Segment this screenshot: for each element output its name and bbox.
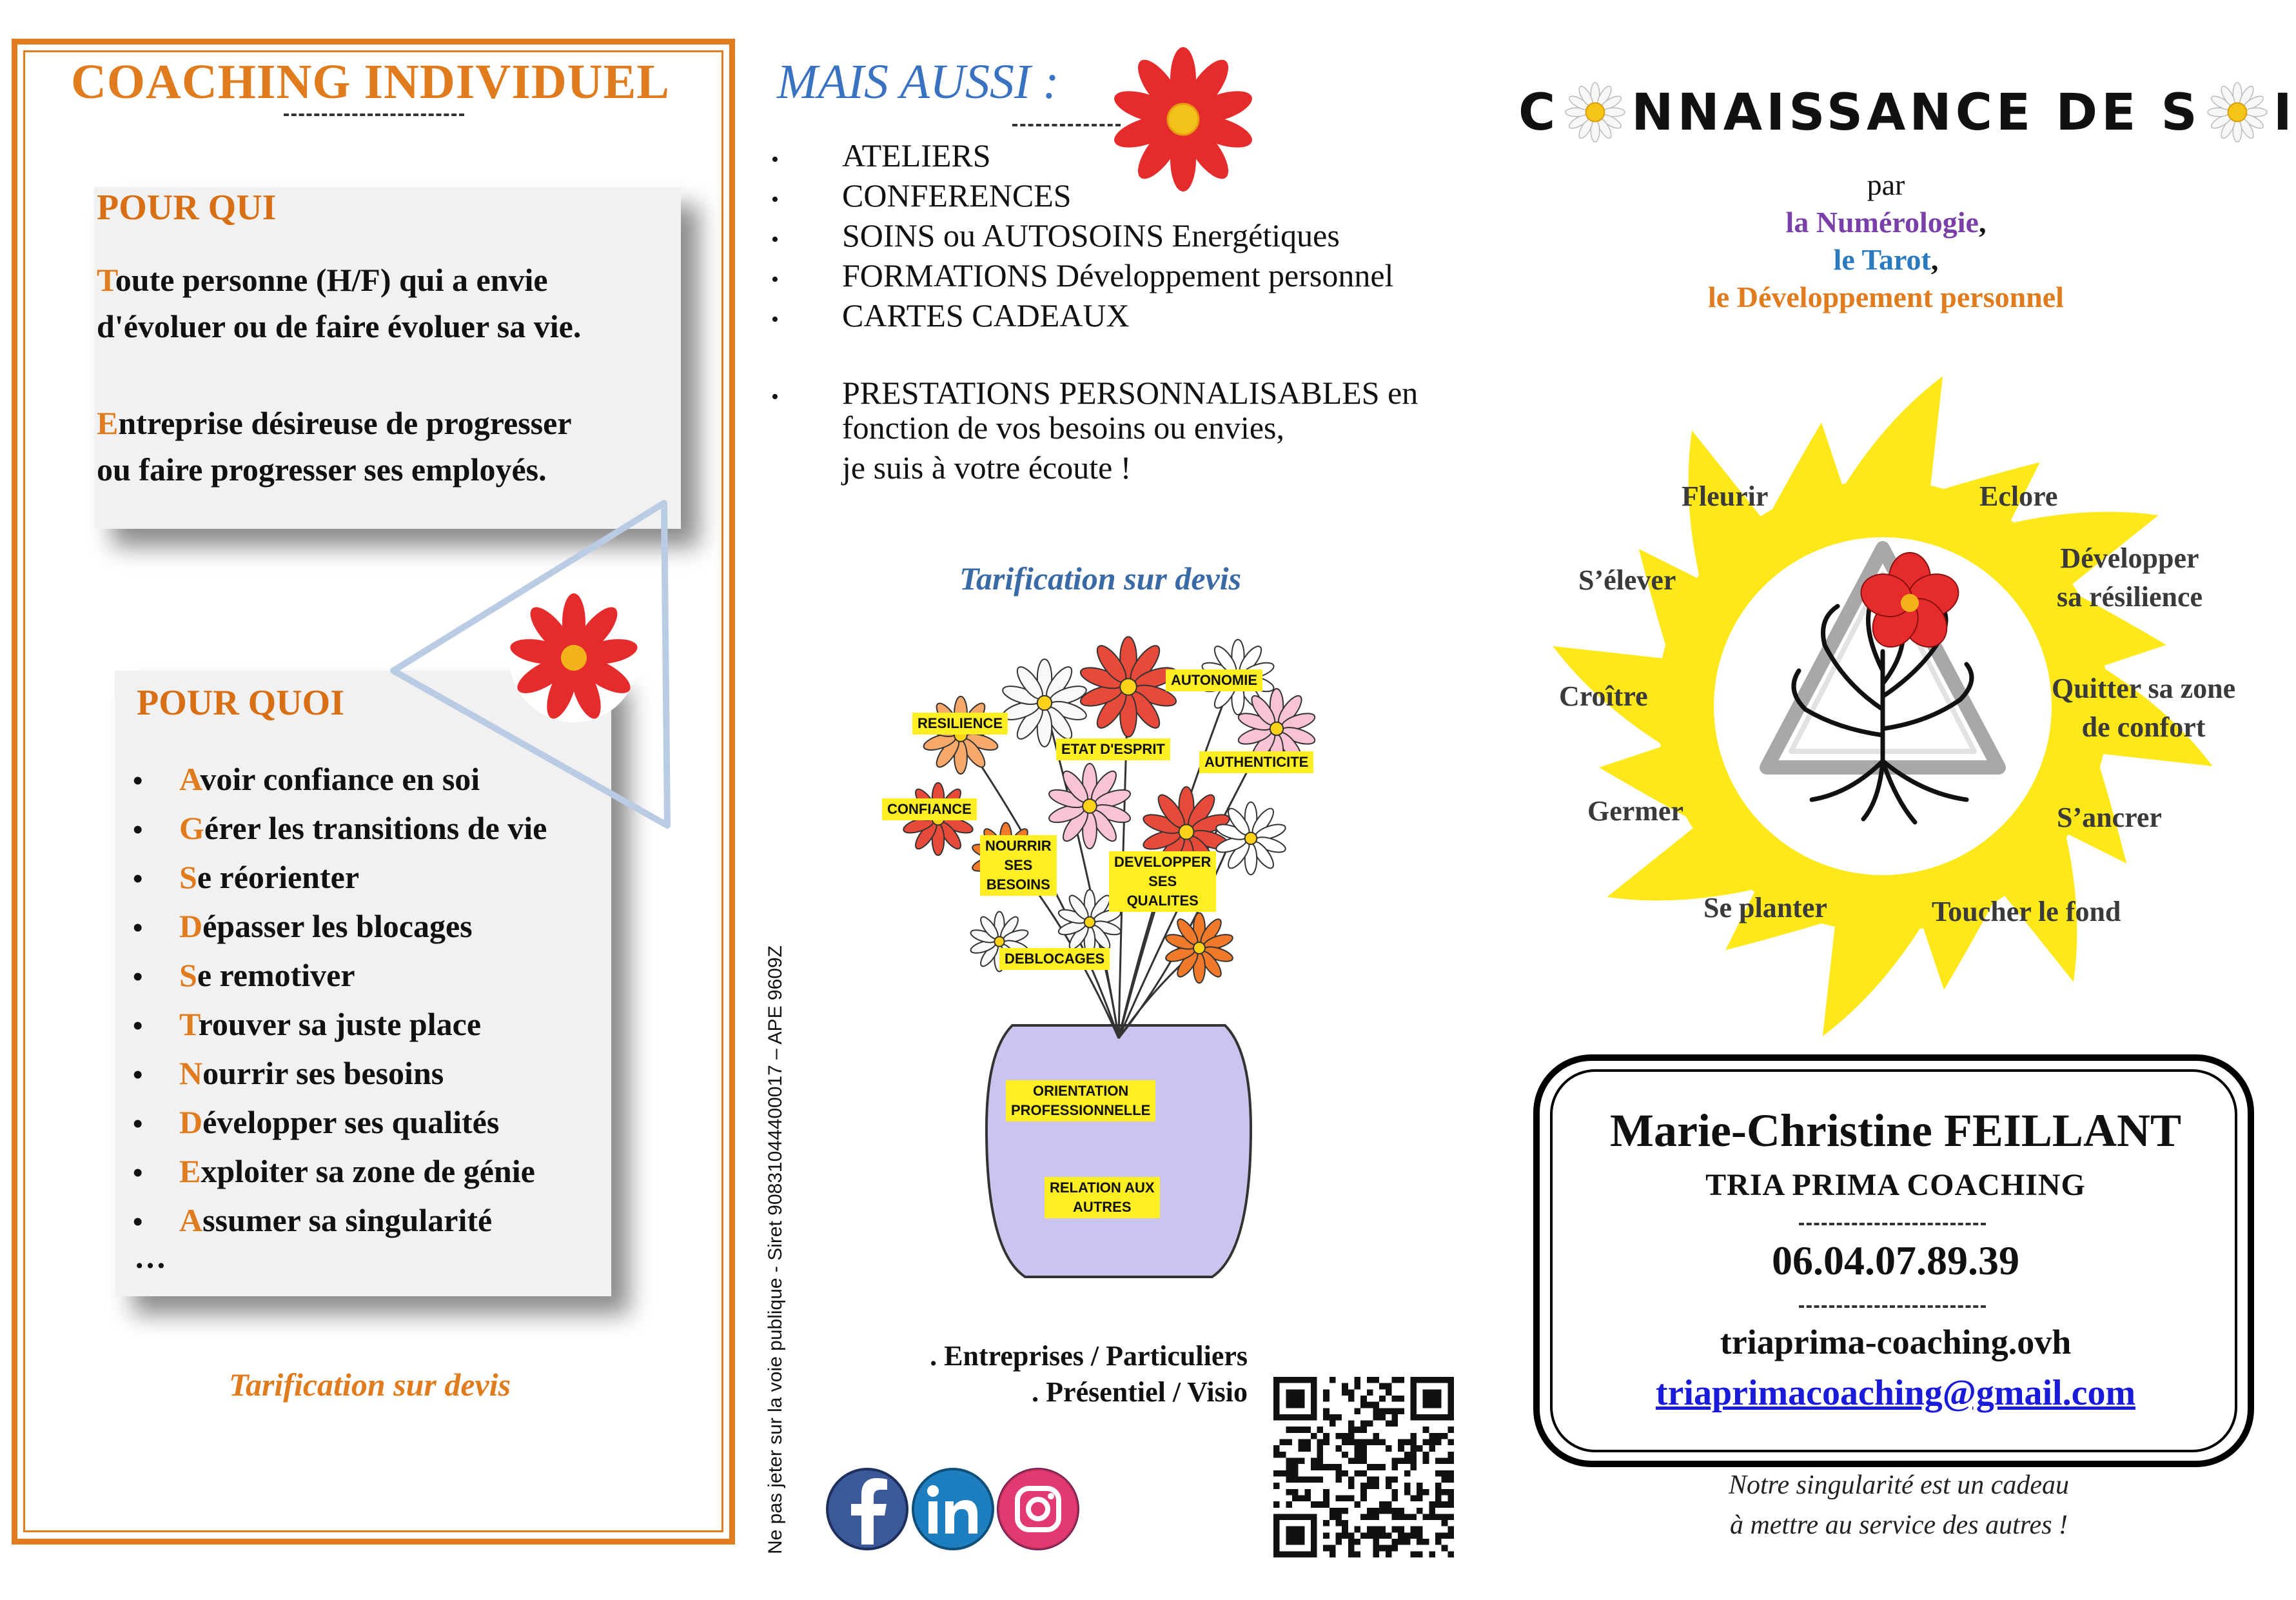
pour-quoi-item xyxy=(133,1049,547,1098)
item-text: ssumer sa singularité xyxy=(202,1202,493,1238)
tag-deblocages: DEBLOCAGES xyxy=(999,948,1110,970)
item-text: voir confiance en soi xyxy=(200,761,480,797)
bullet-point: • xyxy=(771,188,779,212)
sun-illustration xyxy=(1502,348,2250,1045)
pour-quoi-item xyxy=(133,1147,547,1196)
item-text: e réorienter xyxy=(197,859,360,895)
text-line: oute personne (H/F) qui a envie xyxy=(115,262,548,298)
offer-item xyxy=(767,295,1418,335)
offer-item xyxy=(767,215,1418,255)
offer-label: PRESTATIONS PERSONNALISABLES en xyxy=(842,375,1418,411)
offer-label: CONFERENCES xyxy=(842,177,1072,213)
offer-item xyxy=(767,373,1418,413)
bouquet-flower xyxy=(922,696,1000,774)
offer-item xyxy=(767,175,1418,215)
initial-letter: E xyxy=(179,1153,201,1189)
tag-nourrir-besoins: NOURRIR SES BESOINS xyxy=(980,835,1057,896)
bouquet-flower xyxy=(1164,913,1235,983)
contact-divider xyxy=(1799,1305,1986,1308)
social-icons xyxy=(825,1464,1083,1554)
tag-developper-qualites: DEVELOPPER SES QUALITES xyxy=(1109,851,1216,912)
facebook-icon[interactable] xyxy=(827,1469,907,1549)
sun-label-croitre: Croître xyxy=(1559,680,1648,712)
text-line: ntreprise désireuse de progresser xyxy=(118,405,572,441)
initial-letter: A xyxy=(179,761,201,797)
pour-quoi-heading: POUR QUOI xyxy=(137,683,344,723)
sun-label-eclore: Eclore xyxy=(1979,480,2058,512)
method-label: le Tarot xyxy=(1833,243,1931,276)
decorative-triangle-with-flower xyxy=(374,490,677,838)
bullet-point: • xyxy=(771,268,779,291)
contact-name: Marie-Christine FEILLANT xyxy=(1610,1105,2181,1156)
bullet-point: • xyxy=(133,961,143,993)
bullet-point: • xyxy=(771,385,779,409)
pour-quoi-item xyxy=(133,1000,547,1049)
offer-item xyxy=(767,135,1418,175)
daisy-icon xyxy=(1564,81,1626,143)
pour-quoi-item xyxy=(133,853,547,902)
bullet-point: • xyxy=(133,765,143,796)
coaching-title: COACHING INDIVIDUEL xyxy=(71,55,670,109)
offer-extra-line: fonction de vos besoins ou envies, xyxy=(842,410,1285,446)
item-text: ourrir ses besoins xyxy=(202,1055,444,1091)
initial-letter: E xyxy=(97,405,119,441)
middle-pricing-note: Tarification sur devis xyxy=(959,560,1242,597)
pour-quoi-item xyxy=(133,1098,547,1147)
pour-quoi-item xyxy=(133,902,547,951)
initial-letter: N xyxy=(179,1055,203,1091)
quote-line: Notre singularité est un cadeau xyxy=(1728,1470,2070,1500)
contact-email-link[interactable]: triaprimacoaching@gmail.com xyxy=(1655,1373,2136,1413)
item-text: érer les transitions de vie xyxy=(204,810,547,846)
comma: , xyxy=(1978,206,1987,239)
audience-line: . Entreprises / Particuliers xyxy=(930,1340,1248,1372)
bullet-point: • xyxy=(133,912,143,943)
text-line: ou faire progresser ses employés. xyxy=(97,451,547,488)
bouquet-flower xyxy=(1001,659,1088,747)
brand-text: NNAISSANCE DE S xyxy=(1631,84,2201,142)
audience-block xyxy=(906,1338,1248,1410)
initial-letter: G xyxy=(179,810,204,846)
contact-divider xyxy=(1799,1223,1986,1225)
method-label: la Numérologie xyxy=(1785,206,1979,239)
par-word: par xyxy=(1867,168,1905,201)
tagline-quote xyxy=(1560,1465,2237,1545)
offer-label: FORMATIONS Développement personnel xyxy=(842,257,1394,293)
bullet-point: • xyxy=(771,228,779,252)
instagram-icon[interactable] xyxy=(998,1469,1078,1549)
offer-label: CARTES CADEAUX xyxy=(842,297,1130,333)
initial-letter: T xyxy=(97,262,115,298)
brand-text: C xyxy=(1518,84,1560,142)
item-text: e remotiver xyxy=(197,957,355,993)
brand-title xyxy=(1518,84,2296,143)
tag-relation-autres: RELATION AUX AUTRES xyxy=(1045,1177,1160,1218)
sun-label-selever: S’élever xyxy=(1578,564,1676,596)
sun-label-resilience: Développer sa résilience xyxy=(2057,542,2203,613)
sun-label-fleurir: Fleurir xyxy=(1682,480,1769,512)
bullet-point: • xyxy=(133,1108,143,1140)
pour-quoi-item xyxy=(133,951,547,1000)
initial-letter: D xyxy=(179,1104,203,1140)
legal-siret-vertical: Ne pas jeter sur la voie publique - Siret 90831044400017 – APE 9609Z xyxy=(765,945,786,1554)
text-line: d'évoluer ou de faire évoluer sa vie. xyxy=(97,308,582,344)
bullet-point: • xyxy=(771,148,779,172)
sun-label-quitter-zone: Quitter sa zone de confort xyxy=(2052,673,2236,743)
pour-quoi-item xyxy=(133,1196,547,1245)
offer-label: SOINS ou AUTOSOINS Energétiques xyxy=(842,217,1340,253)
mais-aussi-title: MAIS AUSSI : xyxy=(777,55,1059,109)
bullet-point: • xyxy=(133,863,143,894)
contact-company: TRIA PRIMA COACHING xyxy=(1705,1168,2086,1202)
bullet-point: • xyxy=(133,1206,143,1238)
item-text: épasser les blocages xyxy=(202,908,473,944)
vase xyxy=(986,1025,1251,1277)
tag-orientation-pro: ORIENTATION PROFESSIONNELLE xyxy=(1006,1080,1155,1121)
list-ellipsis: … xyxy=(134,1239,166,1275)
initial-letter: A xyxy=(179,1202,203,1238)
comma: , xyxy=(1930,243,1939,276)
method-developpement: le Développement personnel xyxy=(1708,281,2064,313)
tag-confiance: CONFIANCE xyxy=(882,798,977,820)
initial-letter: D xyxy=(179,908,203,944)
tag-resilience: RESILIENCE xyxy=(912,713,1008,735)
offer-item xyxy=(767,255,1418,295)
bouquet-flower xyxy=(1047,764,1132,849)
qr-code[interactable] xyxy=(1273,1377,1454,1557)
method-numerologie xyxy=(1567,204,2205,241)
quote-line: à mettre au service des autres ! xyxy=(1729,1510,2068,1540)
title-divider xyxy=(284,114,464,116)
method-tarot xyxy=(1567,241,2205,279)
linkedin-icon[interactable] xyxy=(913,1469,993,1549)
sun-label-germer: Germer xyxy=(1587,795,1683,827)
bullet-point: • xyxy=(133,1059,143,1091)
offer-label: ATELIERS xyxy=(842,137,991,173)
methods-block xyxy=(1567,166,2205,316)
tag-authenticite: AUTHENTICITE xyxy=(1199,751,1313,773)
initial-letter: T xyxy=(179,1006,199,1042)
bullet-point: • xyxy=(133,1157,143,1189)
bullet-point: • xyxy=(771,308,779,331)
daisy-icon xyxy=(2206,81,2268,143)
mais-aussi-divider xyxy=(1012,124,1121,126)
bullet-point: • xyxy=(133,814,143,845)
sun-label-se-planter: Se planter xyxy=(1703,892,1827,923)
pour-qui-card xyxy=(94,187,681,529)
left-pricing-note: Tarification sur devis xyxy=(229,1367,511,1403)
sun-label-toucher-fond: Toucher le fond xyxy=(1932,896,2121,927)
bouquet-illustration xyxy=(877,638,1341,1296)
pour-qui-heading: POUR QUI xyxy=(97,188,277,228)
item-text: évelopper ses qualités xyxy=(202,1104,500,1140)
sun-label-sancrer: S’ancrer xyxy=(2057,802,2162,833)
audience-line: . Présentiel / Visio xyxy=(1032,1376,1248,1408)
offers-list xyxy=(767,135,1418,413)
sun-ray xyxy=(1823,914,1929,1036)
contact-website[interactable]: triaprima-coaching.ovh xyxy=(1720,1323,2072,1361)
bullet-point: • xyxy=(133,1010,143,1042)
pour-qui-text-company xyxy=(97,400,572,493)
sun-ray xyxy=(1836,376,1943,499)
contact-phone[interactable]: 06.04.07.89.39 xyxy=(1772,1238,2019,1283)
initial-letter: S xyxy=(179,859,197,895)
tag-etat-esprit: ETAT D'ESPRIT xyxy=(1056,738,1170,760)
pour-qui-text-person xyxy=(97,257,581,350)
bouquet-flower xyxy=(1078,637,1179,736)
offer-extra-line: je suis à votre écoute ! xyxy=(842,449,1132,486)
brand-text: I xyxy=(2273,84,2296,142)
item-text: rouver sa juste place xyxy=(198,1006,482,1042)
initial-letter: S xyxy=(179,957,197,993)
item-text: xploiter sa zone de génie xyxy=(201,1153,535,1189)
tag-autonomie: AUTONOMIE xyxy=(1166,669,1262,691)
